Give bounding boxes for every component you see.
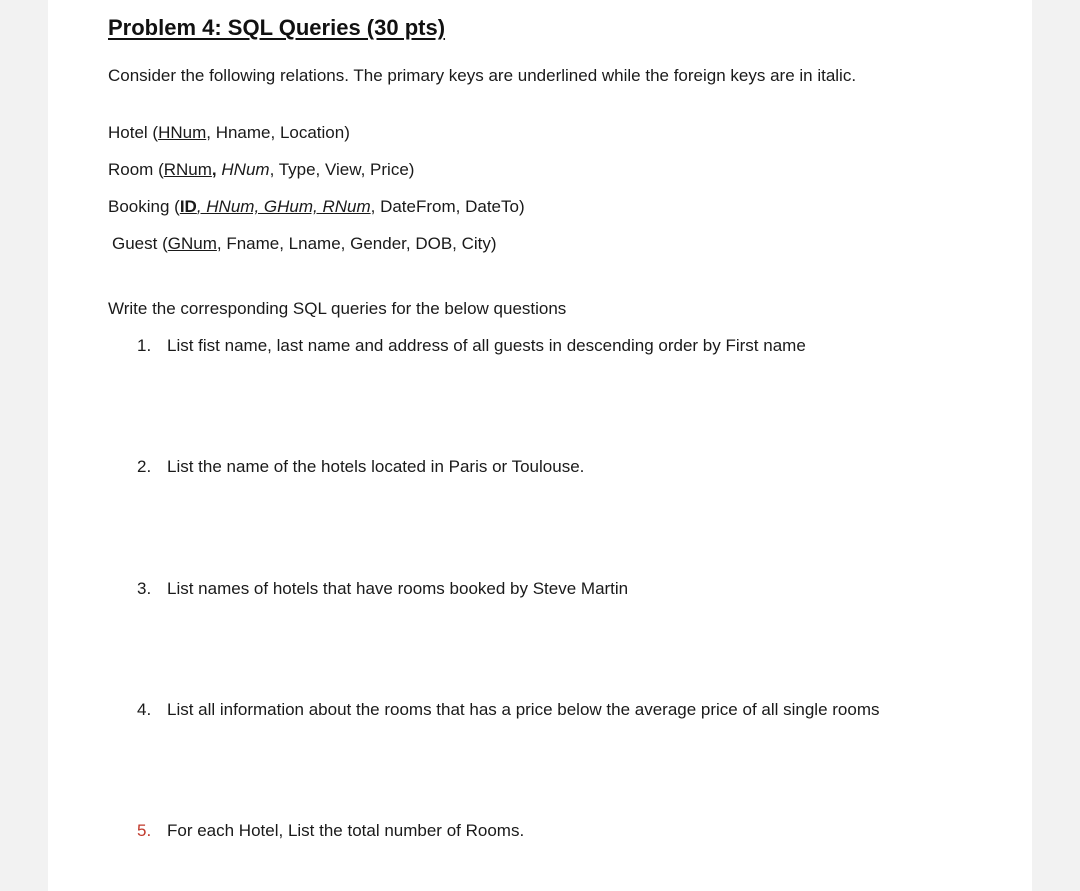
intro-text: Consider the following relations. The primary keys are underlined while the foreign keys are in italic. (108, 66, 857, 85)
relation-room: Room (RNum, HNum, Type, View, Price) (108, 160, 415, 179)
relation-guest: Guest (GNum, Fname, Lname, Gender, DOB, City) (112, 234, 497, 253)
problem-title: Problem 4: SQL Queries (30 pts) (108, 15, 446, 40)
relation-booking: Booking (ID, HNum, GHum, RNum, DateFrom, DateTo) (108, 197, 525, 216)
relation-hotel-rest: , Hname, Location) (206, 123, 350, 142)
relation-hotel-pk: HNum (158, 123, 207, 142)
question-3-text: List names of hotels that have rooms booked by Steve Martin (167, 579, 629, 598)
relation-booking-name: Booking (108, 197, 170, 216)
relation-guest-rest: , Fname, Lname, Gender, DOB, City) (216, 234, 497, 253)
instructions-text: Write the corresponding SQL queries for the below questions (108, 299, 567, 318)
relation-hotel: Hotel (HNum, Hname, Location) (108, 123, 350, 142)
relation-room-rest: , Type, View, Price) (269, 160, 415, 179)
relation-guest-pk: GNum (167, 234, 217, 253)
relation-booking-pk-id: ID (179, 197, 197, 216)
relation-booking-rest: , DateFrom, DateTo) (370, 197, 525, 216)
question-5-text: For each Hotel, List the total number of Rooms. (167, 821, 525, 840)
question-3-number: 3. (137, 579, 152, 598)
question-4-text: List all information about the rooms that has a price below the average price of all single rooms (167, 700, 880, 719)
relation-room-pk: RNum (163, 160, 212, 179)
relation-hotel-name: Hotel (108, 123, 148, 142)
question-5-number: 5. (137, 821, 152, 840)
relation-guest-name: Guest (112, 234, 158, 253)
question-1-number: 1. (137, 336, 152, 355)
relation-room-name: Room (108, 160, 154, 179)
question-2-text: List the name of the hotels located in Paris or Toulouse. (167, 457, 585, 476)
relation-booking-pk-fks: , HNum, GHum, RNum (196, 197, 371, 216)
relation-room-sep: , (211, 160, 217, 179)
question-1-text: List fist name, last name and address of all guests in descending order by First name (167, 336, 806, 355)
relation-room-fk: HNum (221, 160, 270, 179)
question-2-number: 2. (137, 457, 152, 476)
question-4-number: 4. (137, 700, 152, 719)
